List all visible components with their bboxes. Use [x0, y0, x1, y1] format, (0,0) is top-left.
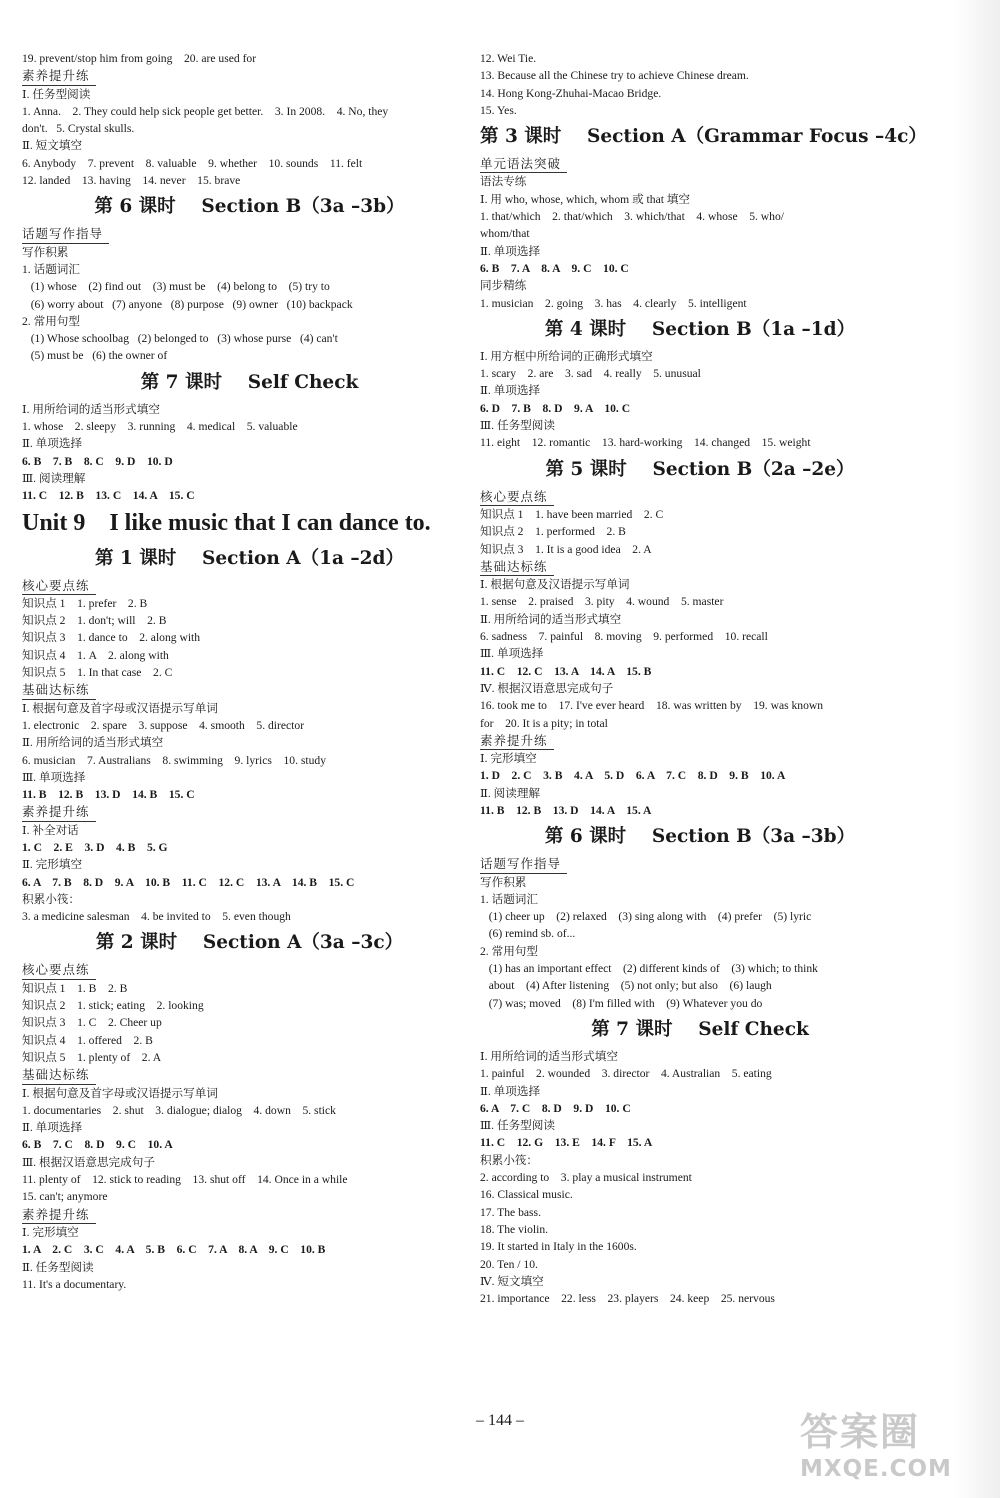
answer-line: 12. landed 13. having 14. never 15. brave	[22, 174, 241, 188]
watermark-bottom-text: MXQE.COM	[800, 1456, 952, 1482]
answer-line: 1. 话题词汇	[22, 262, 80, 276]
answer-line: 知识点 2 1. don't; will 2. B	[22, 614, 167, 628]
answer-line: Ⅰ. 任务型阅读	[22, 87, 91, 101]
answer-line: Ⅳ. 短文填空	[480, 1274, 544, 1288]
answer-line: 知识点 2 1. stick; eating 2. looking	[22, 999, 204, 1013]
answer-line: 6. B 7. B 8. C 9. D 10. D	[22, 454, 173, 468]
answer-line: 1. sense 2. praised 3. pity 4. wound 5. master	[480, 595, 724, 609]
answer-line: Ⅲ. 根据汉语意思完成句子	[22, 1155, 155, 1169]
lesson-heading: 第 4 课时 Section B（1a –1d）	[544, 318, 856, 340]
answer-line: Ⅱ. 短文填空	[22, 139, 83, 153]
answer-line: 19. prevent/stop him from going 20. are used for	[22, 52, 257, 65]
answer-line: Ⅰ. 补全对话	[22, 823, 79, 837]
answer-line: Ⅳ. 根据汉语意思完成句子	[480, 681, 614, 695]
answer-line: 16. Classical music.	[480, 1188, 573, 1202]
answer-line: 知识点 1 1. prefer 2. B	[22, 596, 148, 610]
answer-line: 写作积累	[22, 245, 69, 259]
answer-line: (6) worry about (7) anyone (8) purpose (9) owner (10) backpack	[22, 297, 353, 311]
answer-line: about (4) After listening (5) not only; but also (6) laugh	[480, 979, 772, 993]
answer-line: 2. according to 3. play a musical instrument	[480, 1171, 692, 1185]
category-label: 核心要点练	[22, 961, 96, 979]
answer-line: 1. whose 2. sleepy 3. running 4. medical 5. valuable	[22, 420, 298, 434]
answer-line: 积累小筏：	[480, 1153, 538, 1167]
answer-line: Ⅰ. 用 who, whose, which, whom 或 that 填空	[480, 192, 691, 206]
answer-line: Ⅱ. 单项选择	[480, 1084, 541, 1098]
unit-title: Unit 9 I like music that I can dance to.	[22, 509, 431, 536]
category-label: 核心要点练	[22, 577, 96, 595]
answer-line: (5) must be (6) the owner of	[22, 349, 168, 363]
page-number: – 144 –	[476, 1412, 524, 1429]
answer-line: 知识点 4 1. A 2. along with	[22, 648, 169, 662]
answer-line: 6. B 7. A 8. A 9. C 10. C	[480, 261, 629, 275]
answer-line: (1) cheer up (2) relaxed (3) sing along with (4) prefer (5) lyric	[480, 910, 812, 924]
answer-line: 6. B 7. C 8. D 9. C 10. A	[22, 1138, 173, 1152]
answer-line: 11. B 12. B 13. D 14. B 15. C	[22, 788, 195, 802]
answer-line: 15. Yes.	[480, 103, 517, 117]
answer-line: 11. C 12. G 13. E 14. F 15. A	[480, 1136, 653, 1150]
category-label: 单元语法突破	[480, 155, 567, 173]
answer-line: Ⅲ. 任务型阅读	[480, 1119, 555, 1133]
answer-line: 17. The bass.	[480, 1205, 541, 1219]
answer-line: 知识点 4 1. offered 2. B	[22, 1033, 153, 1047]
answer-line: 6. musician 7. Australians 8. swimming 9. lyrics 10. study	[22, 753, 327, 767]
answer-line: 1. D 2. C 3. B 4. A 5. D 6. A 7. C 8. D 9. B 10. A	[480, 769, 786, 783]
answer-line: 1. painful 2. wounded 3. director 4. Australian 5. eating	[480, 1067, 772, 1081]
category-label: 基础达标练	[480, 558, 554, 576]
answer-line: (6) remind sb. of...	[480, 927, 576, 941]
answer-line: 2. 常用句型	[480, 944, 538, 958]
answer-line: Ⅰ. 用所给词的适当形式填空	[480, 1049, 618, 1063]
answer-line: Ⅱ. 单项选择	[22, 437, 83, 451]
answer-line: don't. 5. Crystal skulls.	[22, 122, 135, 136]
lesson-heading: 第 2 课时 Section A（3a –3c）	[95, 932, 404, 954]
answer-line: Ⅱ. 阅读理解	[480, 786, 541, 800]
lesson-heading: 第 6 课时 Section B（3a –3b）	[544, 826, 856, 848]
answer-line: Ⅱ. 单项选择	[480, 384, 541, 398]
answer-line: 知识点 1 1. have been married 2. C	[480, 507, 664, 521]
answer-line: for 20. It is a pity; in total	[480, 716, 608, 730]
answer-line: 1. C 2. E 3. D 4. B 5. G	[22, 840, 168, 854]
answer-line: 写作积累	[480, 875, 527, 889]
category-label: 基础达标练	[22, 681, 96, 699]
category-label: 素养提升练	[22, 67, 96, 85]
answer-line: Ⅲ. 阅读理解	[22, 471, 86, 485]
category-label: 话题写作指导	[480, 855, 567, 873]
answer-line: 知识点 3 1. C 2. Cheer up	[22, 1016, 162, 1030]
right-column	[480, 50, 927, 1307]
answer-line: 20. Ten / 10.	[480, 1257, 538, 1271]
lesson-heading: 第 7 课时 Self Check	[140, 371, 359, 393]
answer-line: 1. Anna. 2. They could help sick people get better. 3. In 2008. 4. No, they	[22, 104, 389, 118]
answer-line: 11. C 12. B 13. C 14. A 15. C	[22, 489, 195, 503]
lesson-heading: 第 3 课时 Section A（Grammar Focus –4c）	[480, 126, 927, 148]
lesson-heading: 第 1 课时 Section A（1a –2d）	[95, 547, 404, 569]
lesson-heading: 第 5 课时 Section B（2a –2e）	[545, 458, 855, 480]
answer-line: 3. a medicine salesman 4. be invited to 5. even though	[22, 910, 291, 924]
answer-line: 11. B 12. B 13. D 14. A 15. A	[480, 803, 652, 817]
answer-line: 19. It started in Italy in the 1600s.	[480, 1240, 637, 1254]
answer-line: 1. documentaries 2. shut 3. dialogue; dialog 4. down 5. stick	[22, 1103, 336, 1117]
answer-line: (7) was; moved (8) I'm filled with (9) Whatever you do	[480, 996, 763, 1010]
answer-line: 知识点 2 1. performed 2. B	[480, 525, 626, 539]
answer-line: 6. D 7. B 8. D 9. A 10. C	[480, 401, 631, 415]
answer-line: (1) Whose schoolbag (2) belonged to (3) whose purse (4) can't	[22, 332, 338, 346]
answer-line: 11. It's a documentary.	[22, 1277, 127, 1291]
answer-line: 13. Because all the Chinese try to achieve Chinese dream.	[480, 69, 749, 83]
answer-line: Ⅰ. 完形填空	[480, 752, 537, 766]
answer-line: Ⅰ. 根据句意及汉语提示写单词	[480, 578, 630, 592]
answer-line: (1) whose (2) find out (3) must be (4) belong to (5) try to	[22, 280, 330, 294]
answer-line: 同步精练	[480, 279, 527, 293]
category-label: 话题写作指导	[22, 225, 109, 243]
answer-line: Ⅰ. 用方框中所给词的正确形式填空	[480, 349, 653, 363]
answer-line: 1. musician 2. going 3. has 4. clearly 5. intelligent	[480, 296, 747, 310]
answer-line: 1. electronic 2. spare 3. suppose 4. smooth 5. director	[22, 718, 305, 732]
answer-line: 1. that/which 2. that/which 3. which/that 4. whose 5. who/	[480, 210, 784, 224]
page-edge-shadow	[954, 0, 1000, 1498]
answer-line: Ⅱ. 单项选择	[480, 244, 541, 258]
category-label: 素养提升练	[22, 803, 96, 821]
answer-line: Ⅰ. 根据句意及首字母或汉语提示写单词	[22, 701, 218, 715]
answer-line: 知识点 5 1. In that case 2. C	[22, 666, 173, 680]
answer-line: Ⅱ. 完形填空	[22, 858, 83, 872]
answer-line: 知识点 3 1. It is a good idea 2. A	[480, 542, 652, 556]
answer-line: Ⅰ. 根据句意及首字母或汉语提示写单词	[22, 1086, 218, 1100]
answer-line: 1. A 2. C 3. C 4. A 5. B 6. C 7. A 8. A 9. C 10. B	[22, 1243, 326, 1257]
answer-line: 知识点 3 1. dance to 2. along with	[22, 631, 201, 645]
answer-line: Ⅰ. 完形填空	[22, 1225, 79, 1239]
answer-line: 6. sadness 7. painful 8. moving 9. performed 10. recall	[480, 630, 768, 644]
lesson-heading: 第 7 课时 Self Check	[591, 1018, 809, 1040]
answer-line: 语法专练	[480, 175, 527, 189]
category-label: 基础达标练	[22, 1066, 96, 1084]
answer-line: 15. can't; anymore	[22, 1190, 108, 1204]
answer-line: 1. 话题词汇	[480, 892, 538, 906]
answer-line: 1. scary 2. are 3. sad 4. really 5. unusual	[480, 367, 701, 381]
category-label: 素养提升练	[22, 1206, 96, 1224]
answer-line: (1) has an important effect (2) different kinds of (3) which; to think	[480, 962, 818, 976]
answer-line: 2. 常用句型	[22, 314, 80, 328]
answer-line: Ⅱ. 任务型阅读	[22, 1260, 94, 1274]
lesson-heading: 第 6 课时 Section B（3a –3b）	[94, 196, 405, 218]
answer-line: 6. A 7. B 8. D 9. A 10. B 11. C 12. C 13. A 14. B 15. C	[22, 875, 355, 889]
answer-line: 14. Hong Kong-Zhuhai-Macao Bridge.	[480, 86, 662, 100]
answer-line: Ⅱ. 单项选择	[22, 1121, 83, 1135]
answer-line: 11. C 12. C 13. A 14. A 15. B	[480, 664, 652, 678]
answer-line: 知识点 5 1. plenty of 2. A	[22, 1050, 162, 1064]
answer-line: Ⅰ. 用所给词的适当形式填空	[22, 402, 160, 416]
answer-line: 21. importance 22. less 23. players 24. keep 25. nervous	[480, 1292, 775, 1306]
answer-line: 11. plenty of 12. stick to reading 13. shut off 14. Once in a while	[22, 1173, 348, 1187]
answer-line: whom/that	[480, 227, 530, 241]
answer-line: 18. The violin.	[480, 1222, 549, 1236]
answer-line: 11. eight 12. romantic 13. hard-working 14. changed 15. weight	[480, 436, 811, 450]
answer-line: Ⅱ. 用所给词的适当形式填空	[480, 612, 622, 626]
answer-line: 知识点 1 1. B 2. B	[22, 981, 128, 995]
answer-line: Ⅱ. 用所给词的适当形式填空	[22, 736, 164, 750]
answer-line: 积累小筏：	[22, 892, 80, 906]
answer-line: Ⅲ. 任务型阅读	[480, 419, 555, 433]
answer-line: Ⅲ. 单项选择	[22, 770, 86, 784]
category-label: 素养提升练	[480, 732, 554, 750]
answer-line: Ⅲ. 单项选择	[480, 647, 544, 661]
answer-line: 6. A 7. C 8. D 9. D 10. C	[480, 1101, 631, 1115]
category-label: 核心要点练	[480, 488, 554, 506]
answer-line: 6. Anybody 7. prevent 8. valuable 9. whether 10. sounds 11. felt	[22, 156, 363, 170]
answer-line: 16. took me to 17. I've ever heard 18. was written by 19. was known	[480, 699, 824, 713]
answer-line: 12. Wei Tie.	[480, 52, 537, 65]
left-column	[22, 50, 477, 1293]
watermark-top-text: 答案圈	[800, 1410, 921, 1454]
